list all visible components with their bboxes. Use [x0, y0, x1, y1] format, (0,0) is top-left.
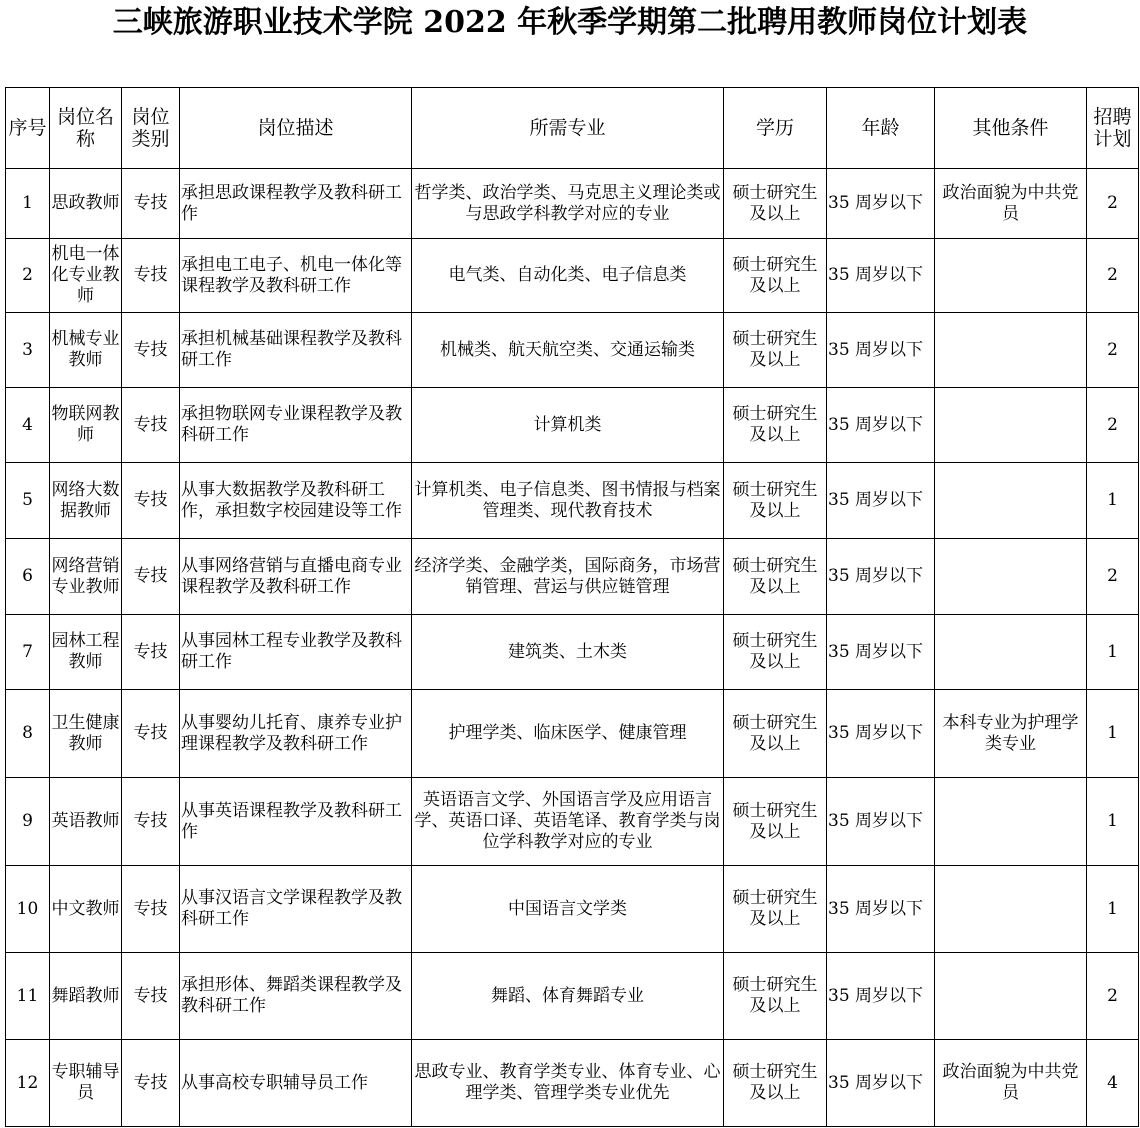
cell-major: 思政专业、教育学类专业、体育专业、心理学类、管理学类专业优先 — [412, 1040, 724, 1127]
cell-desc: 从事汉语言文学课程教学及教科研工作 — [180, 866, 412, 953]
cell-age: 35 周岁以下 — [827, 313, 935, 388]
cell-type: 专技 — [122, 463, 180, 539]
cell-age: 35 周岁以下 — [827, 690, 935, 778]
cell-seq: 10 — [6, 866, 50, 953]
cell-age: 35 周岁以下 — [827, 778, 935, 866]
table-row — [6, 539, 1139, 615]
cell-type: 专技 — [122, 169, 180, 239]
cell-name: 机械专业教师 — [50, 313, 122, 388]
cell-name: 园林工程教师 — [50, 615, 122, 690]
cell-name: 物联网教师 — [50, 388, 122, 463]
cell-seq: 8 — [6, 690, 50, 778]
cell-plan: 2 — [1087, 169, 1139, 239]
cell-plan: 1 — [1087, 690, 1139, 778]
cell-plan: 1 — [1087, 615, 1139, 690]
table-row — [6, 388, 1139, 463]
cell-name: 网络大数据教师 — [50, 463, 122, 539]
cell-edu: 硕士研究生及以上 — [724, 953, 827, 1040]
cell-desc: 从事婴幼儿托育、康养专业护理课程教学及教科研工作 — [180, 690, 412, 778]
cell-name: 舞蹈教师 — [50, 953, 122, 1040]
cell-desc: 从事大数据教学及教科研工作，承担数字校园建设等工作 — [180, 463, 412, 539]
cell-plan: 4 — [1087, 1040, 1139, 1127]
table-row — [6, 313, 1139, 388]
cell-major: 计算机类、电子信息类、图书情报与档案管理类、现代教育技术 — [412, 463, 724, 539]
page-title: 三峡旅游职业技术学院 2022 年秋季学期第二批聘用教师岗位计划表 — [112, 5, 1028, 40]
cell-age: 35 周岁以下 — [827, 953, 935, 1040]
cell-seq: 7 — [6, 615, 50, 690]
cell-plan: 2 — [1087, 313, 1139, 388]
cell-age: 35 周岁以下 — [827, 539, 935, 615]
cell-plan: 1 — [1087, 778, 1139, 866]
cell-type: 专技 — [122, 866, 180, 953]
cell-plan: 1 — [1087, 463, 1139, 539]
header-desc: 岗位描述 — [180, 88, 412, 169]
table-row — [6, 778, 1139, 866]
cell-type: 专技 — [122, 388, 180, 463]
cell-other — [935, 388, 1087, 463]
cell-name: 专职辅导员 — [50, 1040, 122, 1127]
cell-other: 政治面貌为中共党员 — [935, 169, 1087, 239]
cell-other — [935, 239, 1087, 313]
cell-name: 英语教师 — [50, 778, 122, 866]
cell-desc: 承担形体、舞蹈类课程教学及教科研工作 — [180, 953, 412, 1040]
cell-age: 35 周岁以下 — [827, 169, 935, 239]
header-plan: 招聘计划 — [1087, 88, 1139, 169]
cell-major: 哲学类、政治学类、马克思主义理论类或与思政学科教学对应的专业 — [412, 169, 724, 239]
cell-type: 专技 — [122, 953, 180, 1040]
cell-name: 卫生健康教师 — [50, 690, 122, 778]
cell-major: 中国语言文学类 — [412, 866, 724, 953]
cell-edu: 硕士研究生及以上 — [724, 690, 827, 778]
cell-plan: 2 — [1087, 539, 1139, 615]
cell-age: 35 周岁以下 — [827, 1040, 935, 1127]
cell-desc: 承担电工电子、机电一体化等课程教学及教科研工作 — [180, 239, 412, 313]
cell-major: 机械类、航天航空类、交通运输类 — [412, 313, 724, 388]
table-row — [6, 169, 1139, 239]
cell-type: 专技 — [122, 539, 180, 615]
cell-edu: 硕士研究生及以上 — [724, 169, 827, 239]
table-row — [6, 866, 1139, 953]
cell-other — [935, 866, 1087, 953]
cell-type: 专技 — [122, 1040, 180, 1127]
header-other: 其他条件 — [935, 88, 1087, 169]
header-seq: 序号 — [6, 88, 50, 169]
cell-other — [935, 778, 1087, 866]
recruitment-table — [5, 87, 1139, 1127]
cell-desc: 承担物联网专业课程教学及教科研工作 — [180, 388, 412, 463]
cell-major: 经济学类、金融学类，国际商务，市场营销管理、营运与供应链管理 — [412, 539, 724, 615]
cell-type: 专技 — [122, 313, 180, 388]
cell-desc: 承担机械基础课程教学及教科研工作 — [180, 313, 412, 388]
cell-edu: 硕士研究生及以上 — [724, 388, 827, 463]
cell-desc: 从事高校专职辅导员工作 — [180, 1040, 412, 1127]
cell-other — [935, 615, 1087, 690]
header-edu: 学历 — [724, 88, 827, 169]
table-row — [6, 239, 1139, 313]
table-row — [6, 953, 1139, 1040]
cell-other: 本科专业为护理学类专业 — [935, 690, 1087, 778]
cell-other: 政治面貌为中共党员 — [935, 1040, 1087, 1127]
table-row — [6, 1040, 1139, 1127]
cell-type: 专技 — [122, 239, 180, 313]
cell-edu: 硕士研究生及以上 — [724, 1040, 827, 1127]
table-row — [6, 615, 1139, 690]
cell-edu: 硕士研究生及以上 — [724, 866, 827, 953]
cell-seq: 4 — [6, 388, 50, 463]
cell-name: 思政教师 — [50, 169, 122, 239]
cell-name: 机电一体化专业教师 — [50, 239, 122, 313]
cell-plan: 2 — [1087, 239, 1139, 313]
cell-major: 舞蹈、体育舞蹈专业 — [412, 953, 724, 1040]
cell-other — [935, 953, 1087, 1040]
cell-name: 网络营销专业教师 — [50, 539, 122, 615]
table-header-row — [6, 88, 1139, 169]
cell-seq: 2 — [6, 239, 50, 313]
cell-plan: 1 — [1087, 866, 1139, 953]
cell-seq: 11 — [6, 953, 50, 1040]
cell-major: 护理学类、临床医学、健康管理 — [412, 690, 724, 778]
cell-desc: 承担思政课程教学及教科研工作 — [180, 169, 412, 239]
header-name: 岗位名称 — [50, 88, 122, 169]
cell-major: 建筑类、土木类 — [412, 615, 724, 690]
cell-plan: 2 — [1087, 953, 1139, 1040]
cell-edu: 硕士研究生及以上 — [724, 539, 827, 615]
cell-type: 专技 — [122, 778, 180, 866]
cell-other — [935, 463, 1087, 539]
cell-other — [935, 313, 1087, 388]
cell-major: 电气类、自动化类、电子信息类 — [412, 239, 724, 313]
cell-edu: 硕士研究生及以上 — [724, 463, 827, 539]
cell-desc: 从事英语课程教学及教科研工作 — [180, 778, 412, 866]
cell-edu: 硕士研究生及以上 — [724, 778, 827, 866]
table-row — [6, 463, 1139, 539]
cell-major: 英语语言文学、外国语言学及应用语言学、英语口译、英语笔译、教育学类与岗位学科教学对应的专业 — [412, 778, 724, 866]
cell-seq: 5 — [6, 463, 50, 539]
cell-age: 35 周岁以下 — [827, 239, 935, 313]
cell-plan: 2 — [1087, 388, 1139, 463]
cell-seq: 12 — [6, 1040, 50, 1127]
cell-age: 35 周岁以下 — [827, 388, 935, 463]
cell-seq: 6 — [6, 539, 50, 615]
cell-age: 35 周岁以下 — [827, 615, 935, 690]
cell-name: 中文教师 — [50, 866, 122, 953]
cell-edu: 硕士研究生及以上 — [724, 313, 827, 388]
header-major: 所需专业 — [412, 88, 724, 169]
cell-type: 专技 — [122, 615, 180, 690]
cell-edu: 硕士研究生及以上 — [724, 615, 827, 690]
header-type: 岗位类别 — [122, 88, 180, 169]
cell-age: 35 周岁以下 — [827, 463, 935, 539]
cell-seq: 3 — [6, 313, 50, 388]
cell-desc: 从事网络营销与直播电商专业课程教学及教科研工作 — [180, 539, 412, 615]
cell-seq: 1 — [6, 169, 50, 239]
table-row — [6, 690, 1139, 778]
cell-other — [935, 539, 1087, 615]
cell-type: 专技 — [122, 690, 180, 778]
cell-age: 35 周岁以下 — [827, 866, 935, 953]
cell-major: 计算机类 — [412, 388, 724, 463]
header-age: 年龄 — [827, 88, 935, 169]
cell-desc: 从事园林工程专业教学及教科研工作 — [180, 615, 412, 690]
cell-seq: 9 — [6, 778, 50, 866]
cell-edu: 硕士研究生及以上 — [724, 239, 827, 313]
